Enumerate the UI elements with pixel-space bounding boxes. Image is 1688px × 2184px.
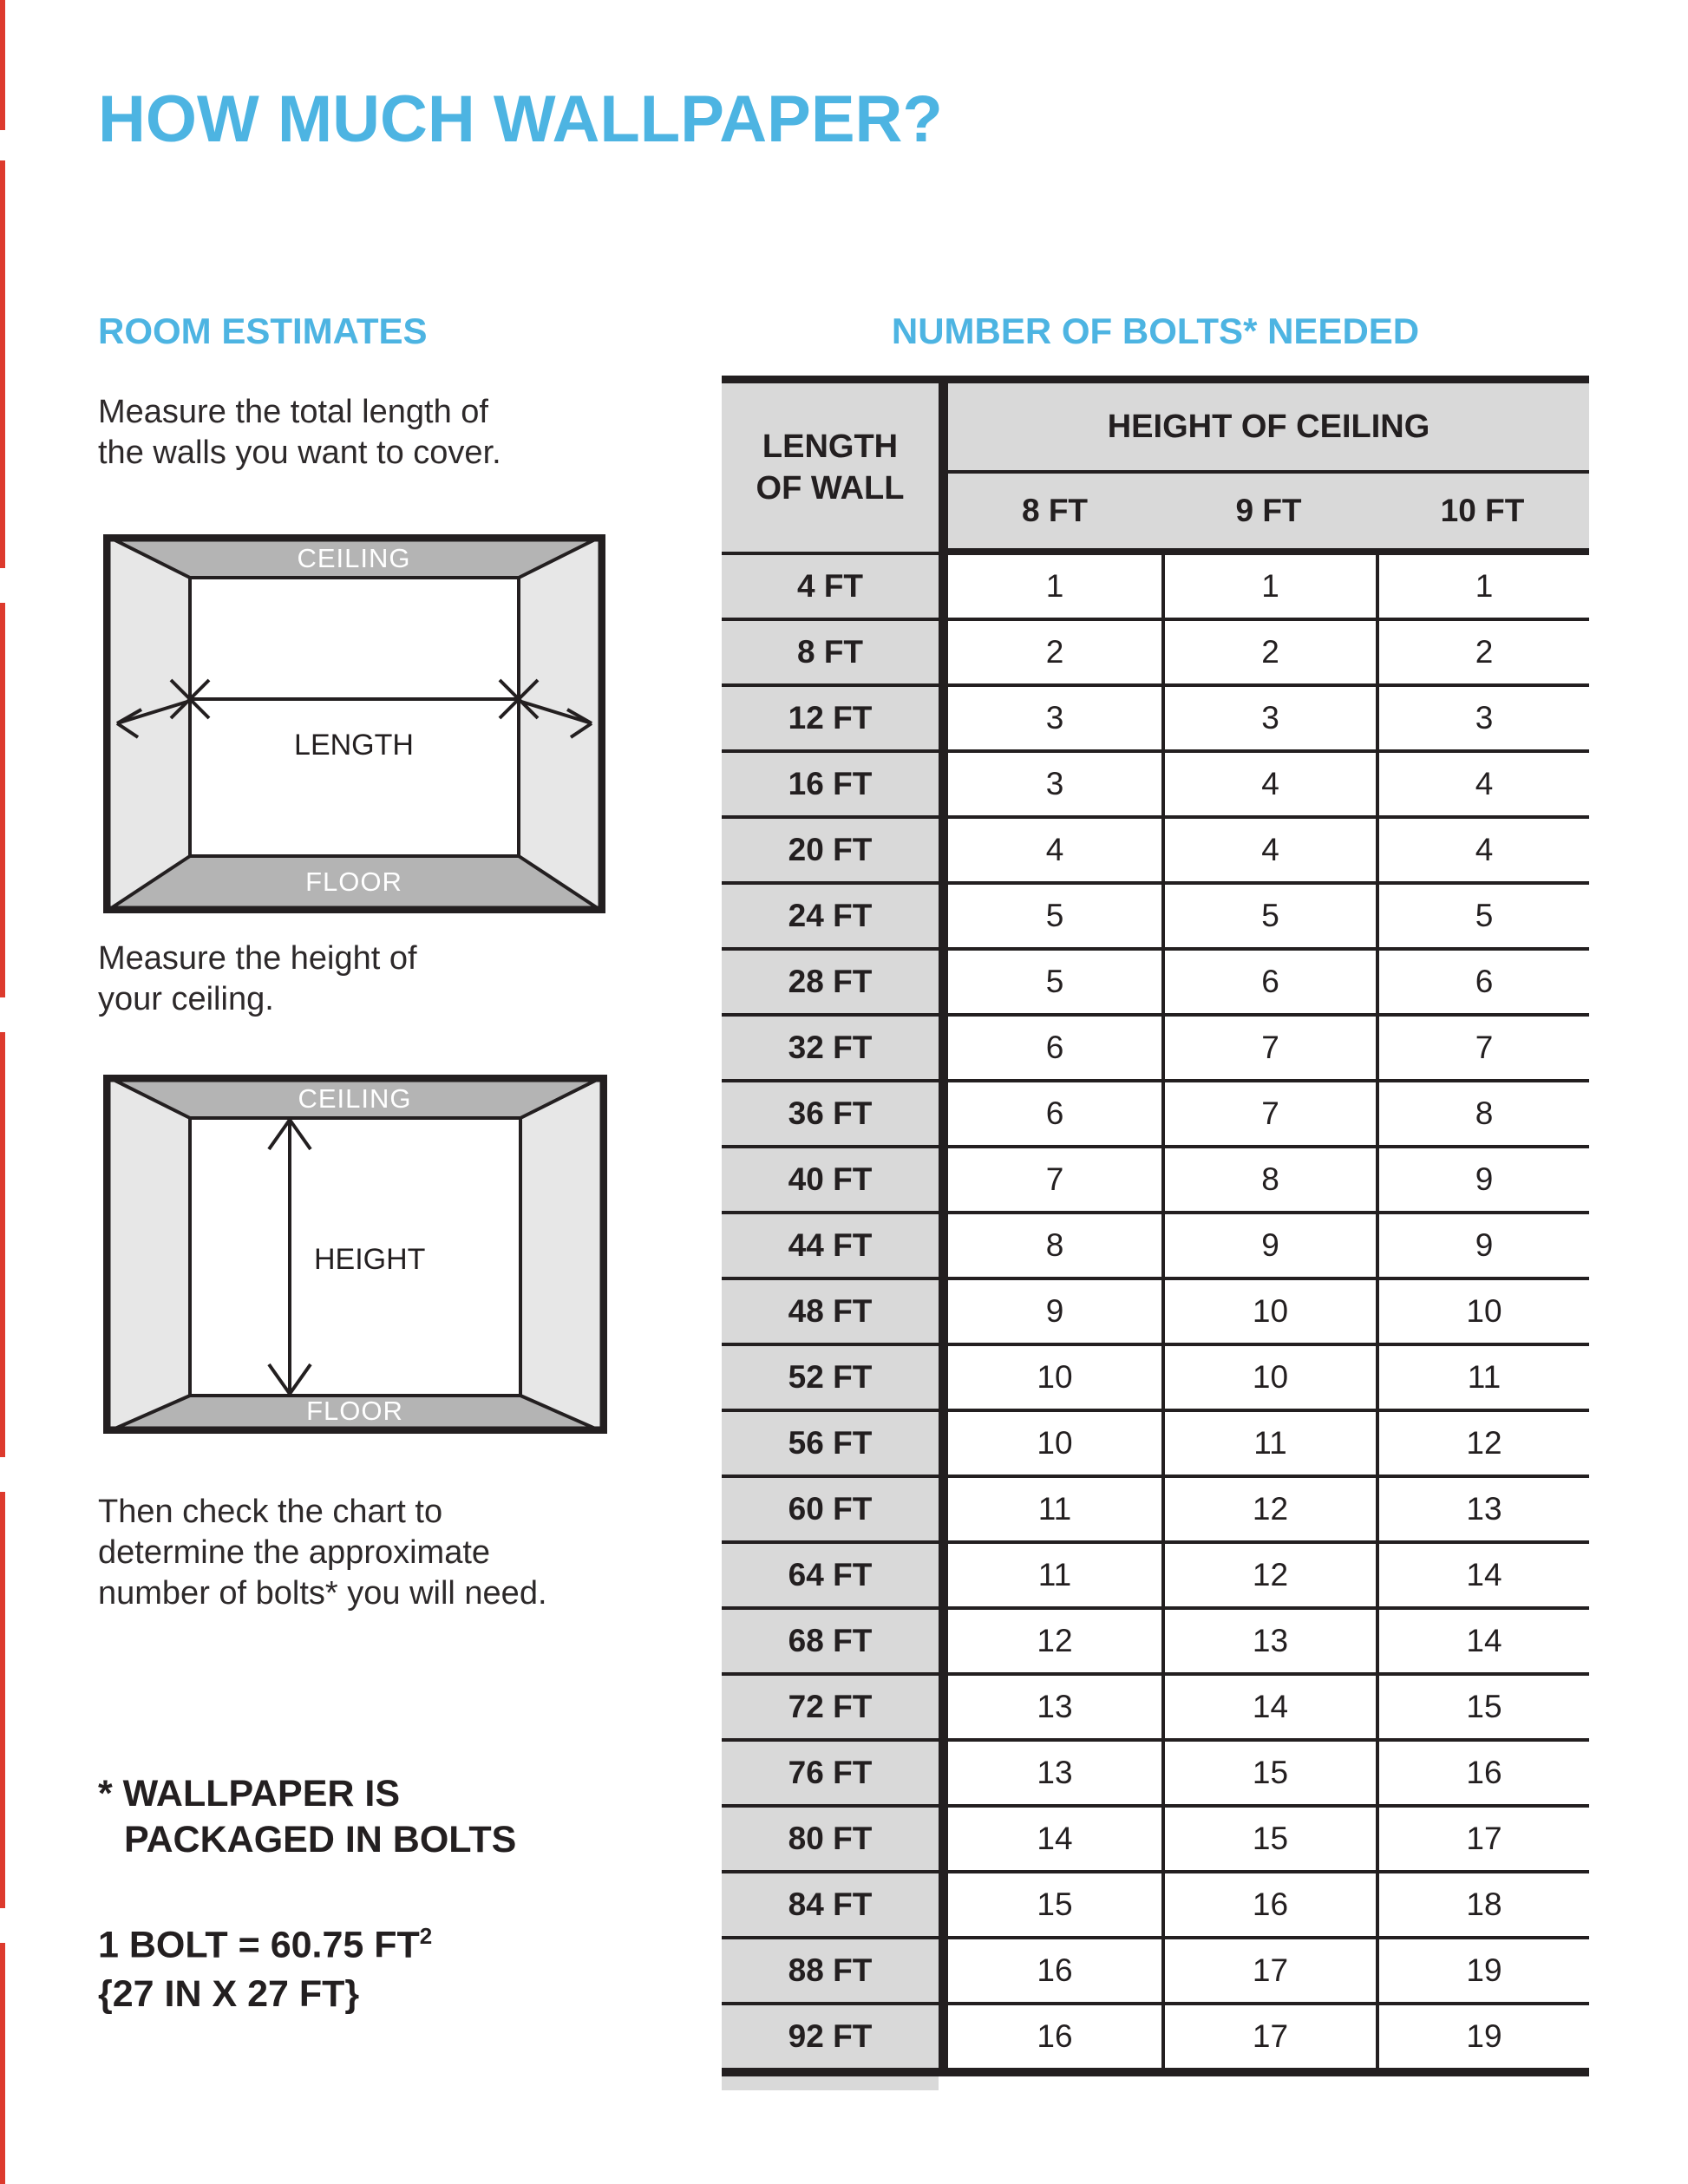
table-row	[722, 1939, 1589, 2005]
table-row	[722, 1742, 1589, 1808]
bolt-count-cell: 16	[1037, 2018, 1073, 2054]
bolt-count-cell: 16	[1037, 1952, 1073, 1988]
instruction-step3-line2: determine the approximate	[98, 1534, 491, 1571]
instruction-step3-line1: Then check the chart to	[98, 1494, 443, 1530]
wall-length-cell: 12 FT	[722, 687, 948, 749]
bolt-size-line2: {27 IN X 27 FT}	[98, 1973, 360, 2016]
wall-length-cell: 84 FT	[722, 1873, 948, 1936]
bolt-count-cell: 14	[1376, 1610, 1589, 1672]
bolt-count-cell: 2	[1376, 621, 1589, 683]
bolt-count-cell: 14	[1037, 1821, 1073, 1856]
bolt-count-cell: 10	[1376, 1280, 1589, 1343]
bolt-count-cell: 17	[1376, 1808, 1589, 1870]
wall-length-cell: 44 FT	[722, 1214, 948, 1277]
table-row	[722, 621, 1589, 687]
height-label: HEIGHT	[314, 1243, 426, 1276]
ceiling-label: CEILING	[297, 543, 411, 573]
bolt-count-cell: 15	[1037, 1886, 1073, 1922]
bolt-count-cell: 13	[1161, 1610, 1376, 1672]
red-edge-segment	[0, 0, 5, 130]
wall-length-cell: 64 FT	[722, 1544, 948, 1606]
bolt-size-line1	[98, 1912, 432, 1970]
column-header-10ft: 10 FT	[1440, 493, 1525, 528]
bolt-count-cell: 5	[1045, 964, 1064, 999]
instruction-step1-line1: Measure the total length of	[98, 394, 488, 430]
floor-label: FLOOR	[306, 1396, 403, 1426]
bolt-count-cell: 7	[1161, 1017, 1376, 1079]
bolts-footnote-line2: PACKAGED IN BOLTS	[124, 1819, 517, 1860]
bolt-count-cell: 18	[1376, 1873, 1589, 1936]
wall-length-cell: 24 FT	[722, 885, 948, 947]
bolt-count-cell: 9	[1376, 1214, 1589, 1277]
wall-length-cell: 88 FT	[722, 1939, 948, 2002]
bolt-count-cell: 4	[1045, 832, 1064, 867]
wall-length-cell: 16 FT	[722, 753, 948, 815]
wall-length-cell: 60 FT	[722, 1478, 948, 1540]
bolt-count-cell: 3	[1045, 766, 1064, 801]
bolt-count-cell: 15	[1161, 1742, 1376, 1804]
table-row	[722, 1412, 1589, 1478]
bolt-count-cell: 3	[1161, 687, 1376, 749]
table-row	[722, 1544, 1589, 1610]
wall-length-cell: 32 FT	[722, 1017, 948, 1079]
bolt-count-cell: 3	[1376, 687, 1589, 749]
bolt-count-cell: 7	[1045, 1161, 1064, 1197]
wall-length-cell: 40 FT	[722, 1148, 948, 1211]
red-edge-segment	[0, 1032, 5, 1457]
length-of-wall-header-line1: LENGTH	[762, 428, 899, 465]
room-length-diagram-svg	[103, 534, 605, 913]
bolt-count-cell: 16	[1376, 1742, 1589, 1804]
bolt-count-cell: 17	[1161, 2005, 1376, 2068]
bolt-count-cell: 14	[1161, 1676, 1376, 1738]
bolt-count-cell: 12	[1376, 1412, 1589, 1475]
table-row	[722, 1280, 1589, 1346]
instruction-step2-line1: Measure the height of	[98, 940, 417, 977]
table-row	[722, 2005, 1589, 2068]
wall-length-cell: 72 FT	[722, 1676, 948, 1738]
bolt-count-cell: 3	[1045, 700, 1064, 736]
bolt-size-line1-text: 1 BOLT = 60.75 FT	[98, 1924, 420, 1966]
bolt-count-cell: 5	[1161, 885, 1376, 947]
bolt-count-cell: 12	[1161, 1544, 1376, 1606]
bolt-count-cell: 19	[1376, 1939, 1589, 2002]
bolt-count-cell: 15	[1161, 1808, 1376, 1870]
bolt-count-cell: 7	[1161, 1082, 1376, 1145]
bolts-footnote	[98, 1771, 516, 1863]
bolt-count-cell: 13	[1037, 1755, 1073, 1790]
bolt-count-cell: 10	[1037, 1359, 1073, 1395]
table-row	[722, 1610, 1589, 1676]
bolt-count-cell: 14	[1376, 1544, 1589, 1606]
bolt-count-cell: 12	[1037, 1623, 1073, 1658]
wall-length-cell: 8 FT	[722, 621, 948, 683]
bolt-count-cell: 8	[1161, 1148, 1376, 1211]
bolt-count-cell: 5	[1376, 885, 1589, 947]
bolts-footnote-line1: * WALLPAPER IS	[98, 1773, 401, 1815]
bolt-count-cell: 8	[1045, 1227, 1064, 1263]
bolt-size-superscript: 2	[419, 1923, 433, 1949]
length-of-wall-header	[722, 383, 948, 555]
bolt-count-cell: 16	[1161, 1873, 1376, 1936]
bolt-count-cell: 10	[1161, 1346, 1376, 1409]
wall-length-cell: 48 FT	[722, 1280, 948, 1343]
bolts-needed-heading: NUMBER OF BOLTS* NEEDED	[891, 311, 1420, 351]
table-row	[722, 687, 1589, 753]
bolt-count-cell: 1	[1376, 555, 1589, 618]
bolt-count-cell: 11	[1376, 1346, 1589, 1409]
bolt-count-cell: 2	[1161, 621, 1376, 683]
bolt-count-cell: 10	[1161, 1280, 1376, 1343]
bolt-count-cell: 6	[1045, 1095, 1064, 1131]
table-body	[722, 555, 1589, 2068]
bolt-count-cell: 17	[1161, 1939, 1376, 2002]
bolt-count-cell: 6	[1376, 951, 1589, 1013]
right-wall-shape	[520, 1075, 607, 1434]
wall-length-cell: 68 FT	[722, 1610, 948, 1672]
bolt-count-cell: 4	[1376, 819, 1589, 881]
room-length-diagram	[103, 534, 605, 913]
ceiling-height-diagram	[103, 1075, 607, 1434]
left-wall-shape	[103, 534, 190, 913]
red-edge-segment	[0, 160, 5, 568]
table-row	[722, 885, 1589, 951]
ceiling-height-diagram-svg	[103, 1075, 607, 1434]
table-row	[722, 1082, 1589, 1148]
floor-label: FLOOR	[305, 866, 402, 897]
instruction-step1	[98, 392, 501, 474]
bolt-count-cell: 11	[1161, 1412, 1376, 1475]
bolt-count-cell: 9	[1161, 1214, 1376, 1277]
table-row	[722, 1214, 1589, 1280]
bolt-count-cell: 13	[1376, 1478, 1589, 1540]
bolt-count-cell: 6	[1161, 951, 1376, 1013]
right-wall-shape	[519, 534, 605, 913]
table-row	[722, 753, 1589, 819]
bolts-table	[722, 376, 1589, 2090]
table-row	[722, 555, 1589, 621]
instruction-step1-line2: the walls you want to cover.	[98, 435, 501, 471]
bolt-count-cell: 2	[1045, 634, 1064, 670]
bolt-count-cell: 4	[1376, 753, 1589, 815]
instruction-step2	[98, 938, 417, 1020]
bolt-count-cell: 12	[1161, 1478, 1376, 1540]
ceiling-height-subheaders	[948, 474, 1589, 555]
bolt-count-cell: 15	[1376, 1676, 1589, 1738]
instruction-step3	[98, 1492, 547, 1614]
bolt-count-cell: 1	[1045, 568, 1064, 604]
bolt-count-cell: 10	[1037, 1425, 1073, 1461]
height-of-ceiling-header: HEIGHT OF CEILING	[948, 383, 1589, 474]
bolt-count-cell: 1	[1161, 555, 1376, 618]
red-edge-segment	[0, 1492, 5, 1908]
bolt-size-note	[98, 1912, 432, 2019]
bolt-count-cell: 9	[1376, 1148, 1589, 1211]
bolt-count-cell: 6	[1045, 1030, 1064, 1065]
bolt-count-cell: 7	[1376, 1017, 1589, 1079]
wall-length-cell: 28 FT	[722, 951, 948, 1013]
table-row	[722, 819, 1589, 885]
table-row	[722, 1676, 1589, 1742]
bolt-count-cell: 11	[1037, 1557, 1072, 1592]
table-row	[722, 1478, 1589, 1544]
length-of-wall-header-line2: OF WALL	[756, 470, 905, 507]
ceiling-label: CEILING	[298, 1083, 412, 1114]
bolt-count-cell: 5	[1045, 898, 1064, 933]
table-row	[722, 1346, 1589, 1412]
column-header-9ft: 9 FT	[1235, 493, 1302, 528]
table-bottom-rule	[722, 2068, 1589, 2076]
table-row	[722, 951, 1589, 1017]
column-header-8ft: 8 FT	[1021, 493, 1089, 528]
wall-length-cell: 52 FT	[722, 1346, 948, 1409]
wall-length-cell: 76 FT	[722, 1742, 948, 1804]
bolt-count-cell: 11	[1037, 1491, 1072, 1527]
table-row	[722, 1017, 1589, 1082]
table-row	[722, 1148, 1589, 1214]
wall-length-cell: 4 FT	[722, 555, 948, 618]
page-title: HOW MUCH WALLPAPER?	[98, 82, 943, 156]
wall-length-cell: 92 FT	[722, 2005, 948, 2068]
left-wall-shape	[103, 1075, 190, 1434]
instruction-step2-line2: your ceiling.	[98, 981, 274, 1017]
length-label: LENGTH	[294, 729, 414, 762]
instruction-step3-line3: number of bolts* you will need.	[98, 1575, 547, 1612]
red-edge-segment	[0, 1943, 5, 2184]
bolt-count-cell: 4	[1161, 753, 1376, 815]
table-row	[722, 1873, 1589, 1939]
bolt-count-cell: 8	[1376, 1082, 1589, 1145]
wall-length-cell: 56 FT	[722, 1412, 948, 1475]
left-column-stub	[722, 2076, 939, 2090]
bolt-count-cell: 19	[1376, 2005, 1589, 2068]
wall-length-cell: 36 FT	[722, 1082, 948, 1145]
table-row	[722, 1808, 1589, 1873]
bolt-count-cell: 9	[1045, 1293, 1064, 1329]
bolt-count-cell: 13	[1037, 1689, 1073, 1724]
wall-length-cell: 80 FT	[722, 1808, 948, 1870]
red-edge-segment	[0, 603, 5, 997]
bolt-count-cell: 4	[1161, 819, 1376, 881]
table-top-rule	[722, 376, 1589, 383]
room-estimates-heading: ROOM ESTIMATES	[98, 311, 428, 351]
wall-length-cell: 20 FT	[722, 819, 948, 881]
